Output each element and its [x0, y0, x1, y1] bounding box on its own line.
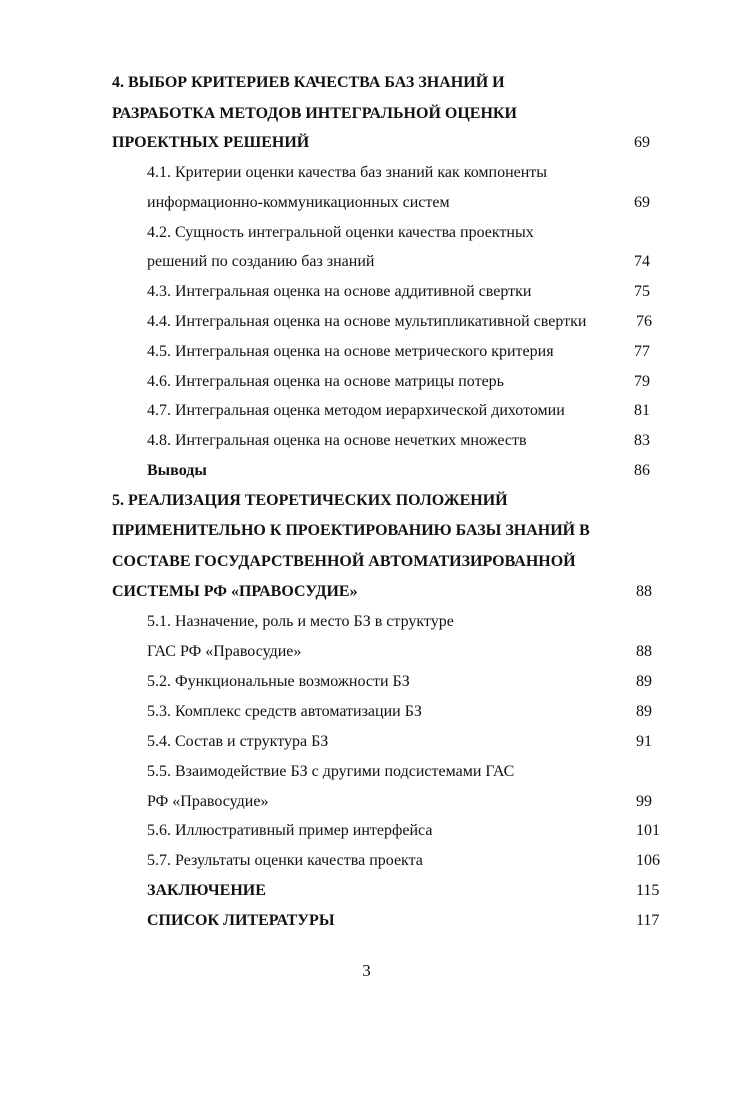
chapter-4-title-line-3: ПРОЕКТНЫХ РЕШЕНИЙ — [112, 134, 310, 151]
toc-entry-5-5-line-1: 5.5. Взаимодействие БЗ с другими подсистемами ГАС — [147, 763, 515, 780]
toc-entry-5-5-page: 99 — [636, 793, 652, 810]
toc-entry-4-2-line-1: 4.2. Сущность интегральной оценки качества проектных — [147, 224, 534, 241]
page-number: 3 — [362, 961, 371, 980]
toc-entry-4-2-page: 74 — [634, 253, 650, 270]
chapter-4-title-line-1: 4. ВЫБОР КРИТЕРИЕВ КАЧЕСТВА БАЗ ЗНАНИЙ И — [112, 74, 505, 91]
toc-entry-5-1-page: 88 — [636, 643, 652, 660]
toc-entry-5-7: 5.7. Результаты оценки качества проекта — [147, 852, 423, 869]
toc-entry-4-2-line-2: решений по созданию баз знаний — [147, 253, 375, 270]
toc-entry-4-3: 4.3. Интегральная оценка на основе аддитивной свертки — [147, 283, 532, 300]
toc-entry-4-3-page: 75 — [634, 283, 650, 300]
chapter-5-title-line-4: СИСТЕМЫ РФ «ПРАВОСУДИЕ» — [112, 583, 358, 600]
toc-entry-4-8: 4.8. Интегральная оценка на основе нечетких множеств — [147, 432, 527, 449]
toc-entry-conclusions-4: Выводы — [147, 462, 207, 479]
toc-entry-4-1-page: 69 — [634, 194, 650, 211]
chapter-4-title-line-2: РАЗРАБОТКА МЕТОДОВ ИНТЕГРАЛЬНОЙ ОЦЕНКИ — [112, 105, 517, 122]
toc-entry-references: СПИСОК ЛИТЕРАТУРЫ — [147, 912, 335, 929]
toc-entry-5-6: 5.6. Иллюстративный пример интерфейса — [147, 822, 433, 839]
toc-entry-4-6-page: 79 — [634, 373, 650, 390]
toc-entry-conclusion-page: 115 — [636, 882, 660, 899]
toc-entry-4-5: 4.5. Интегральная оценка на основе метрического критерия — [147, 343, 554, 360]
chapter-5-title-line-3: СОСТАВЕ ГОСУДАРСТВЕННОЙ АВТОМАТИЗИРОВАННОЙ — [112, 553, 576, 570]
toc-entry-5-5-line-2: РФ «Правосудие» — [147, 793, 269, 810]
toc-entry-4-1-line-1: 4.1. Критерии оценки качества баз знаний как компоненты — [147, 164, 548, 181]
toc-entry-4-4-page: 76 — [636, 313, 652, 330]
toc-entry-5-4-page: 91 — [636, 733, 652, 750]
toc-entry-4-6: 4.6. Интегральная оценка на основе матрицы потерь — [147, 373, 504, 390]
toc-entry-5-4: 5.4. Состав и структура БЗ — [147, 733, 329, 750]
toc-entry-5-1-line-1: 5.1. Назначение, роль и место БЗ в структуре — [147, 613, 454, 630]
toc-entry-5-6-page: 101 — [636, 822, 660, 839]
toc-entry-4-7: 4.7. Интегральная оценка методом иерархической дихотомии — [147, 402, 565, 419]
toc-entry-4-7-page: 81 — [634, 402, 650, 419]
toc-entry-4-8-page: 83 — [634, 432, 650, 449]
toc-entry-conclusion: ЗАКЛЮЧЕНИЕ — [147, 882, 266, 899]
chapter-5-title-line-2: ПРИМЕНИТЕЛЬНО К ПРОЕКТИРОВАНИЮ БАЗЫ ЗНАНИЙ В — [112, 522, 590, 539]
chapter-4-page: 69 — [634, 134, 650, 151]
toc-entry-5-3: 5.3. Комплекс средств автоматизации БЗ — [147, 703, 422, 720]
toc-entry-5-7-page: 106 — [636, 852, 660, 869]
toc-entry-4-4: 4.4. Интегральная оценка на основе мультипликативной свертки — [147, 313, 587, 330]
toc-entry-5-1-line-2: ГАС РФ «Правосудие» — [147, 643, 302, 660]
toc-entry-4-1-line-2: информационно-коммуникационных систем — [147, 194, 450, 211]
toc-entry-5-2-page: 89 — [636, 673, 652, 690]
toc-entry-4-5-page: 77 — [634, 343, 650, 360]
chapter-5-page: 88 — [636, 583, 652, 600]
toc-entry-5-2: 5.2. Функциональные возможности БЗ — [147, 673, 410, 690]
chapter-5-title-line-1: 5. РЕАЛИЗАЦИЯ ТЕОРЕТИЧЕСКИХ ПОЛОЖЕНИЙ — [112, 492, 508, 509]
toc-entry-5-3-page: 89 — [636, 703, 652, 720]
toc-entry-conclusions-4-page: 86 — [634, 462, 650, 479]
toc-entry-references-page: 117 — [636, 912, 660, 929]
